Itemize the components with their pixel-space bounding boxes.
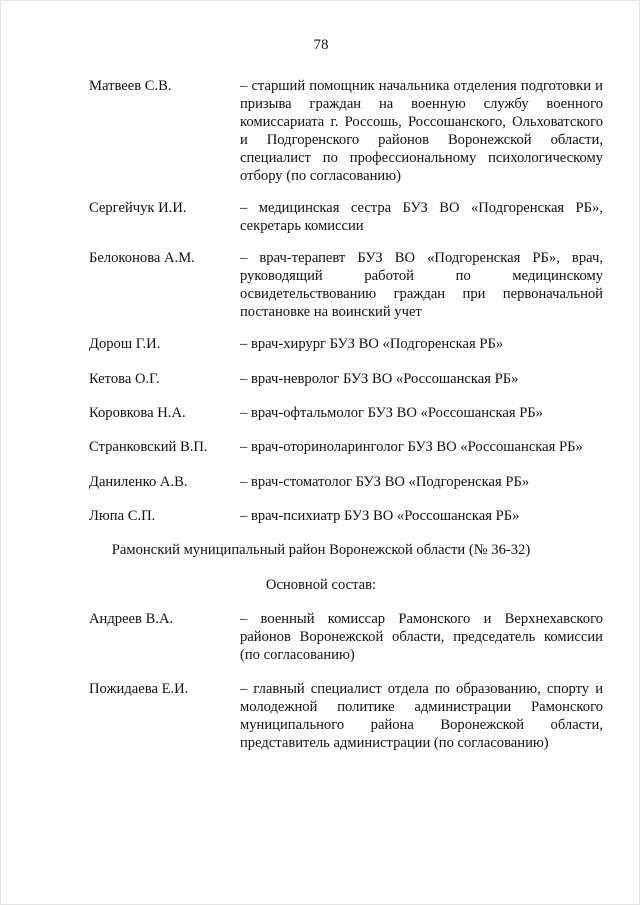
member-role: – врач-оториноларинголог БУЗ ВО «Россошанская РБ» <box>240 439 583 455</box>
member-entry <box>89 473 603 491</box>
member-role: – врач-хирург БУЗ ВО «Подгоренская РБ» <box>240 336 504 352</box>
member-role: – старший помощник начальника отделения подготовки и призыва граждан на военную службу военного комиссариата г. Россошь, Россошанского, Ольховатского и Подгоренского районов Воронежской области, специалист по профессиональному психологическому отбору (по согласованию) <box>240 78 603 184</box>
member-entry <box>89 438 603 456</box>
member-role: – главный специалист отдела по образованию, спорту и молодежной политике администрации Рамонского муниципального района Воронежской области, представитель администрации (по согласованию) <box>240 681 603 751</box>
member-entry <box>89 680 603 752</box>
member-entry <box>89 249 603 321</box>
member-name: Даниленко А.В. <box>89 474 188 490</box>
member-name: Сергейчук И.И. <box>89 200 187 216</box>
member-entry <box>89 335 603 353</box>
page-number: 78 <box>313 37 329 53</box>
member-name: Белоконова А.М. <box>89 250 195 266</box>
member-name: Дорош Г.И. <box>89 336 161 352</box>
member-entry <box>89 77 603 185</box>
member-role: – врач-стоматолог БУЗ ВО «Подгоренская РБ» <box>240 474 530 490</box>
member-name: Андреев В.А. <box>89 611 174 627</box>
member-name: Коровкова Н.А. <box>89 405 186 421</box>
composition-heading: Основной состав: <box>265 577 377 593</box>
member-entry <box>89 404 603 422</box>
member-name: Пожидаева Е.И. <box>89 681 189 697</box>
member-role: – военный комиссар Рамонского и Верхнехавского районов Воронежской области, председатель комиссии (по согласованию) <box>240 611 603 663</box>
member-role: – врач-офтальмолог БУЗ ВО «Россошанская РБ» <box>240 405 543 421</box>
member-role: – врач-терапевт БУЗ ВО «Подгоренская РБ», врач, руководящий работой по медицинскому освидетельствованию граждан при первоначальной постановке на воинский учет <box>240 250 603 320</box>
member-entry <box>89 507 603 525</box>
member-name: Кетова О.Г. <box>89 371 160 387</box>
member-name: Матвеев С.В. <box>89 78 172 94</box>
member-role: – врач-психиатр БУЗ ВО «Россошанская РБ» <box>240 508 520 524</box>
member-entry <box>89 199 603 235</box>
member-name: Странковский В.П. <box>89 439 208 455</box>
member-role: – врач-невролог БУЗ ВО «Россошанская РБ» <box>240 371 519 387</box>
member-entry <box>89 370 603 388</box>
member-name: Люпа С.П. <box>89 508 156 524</box>
district-heading: Рамонский муниципальный район Воронежской области (№ 36-32) <box>111 542 531 558</box>
member-entry <box>89 610 603 664</box>
member-role: – медицинская сестра БУЗ ВО «Подгоренская РБ», секретарь комиссии <box>240 200 603 234</box>
